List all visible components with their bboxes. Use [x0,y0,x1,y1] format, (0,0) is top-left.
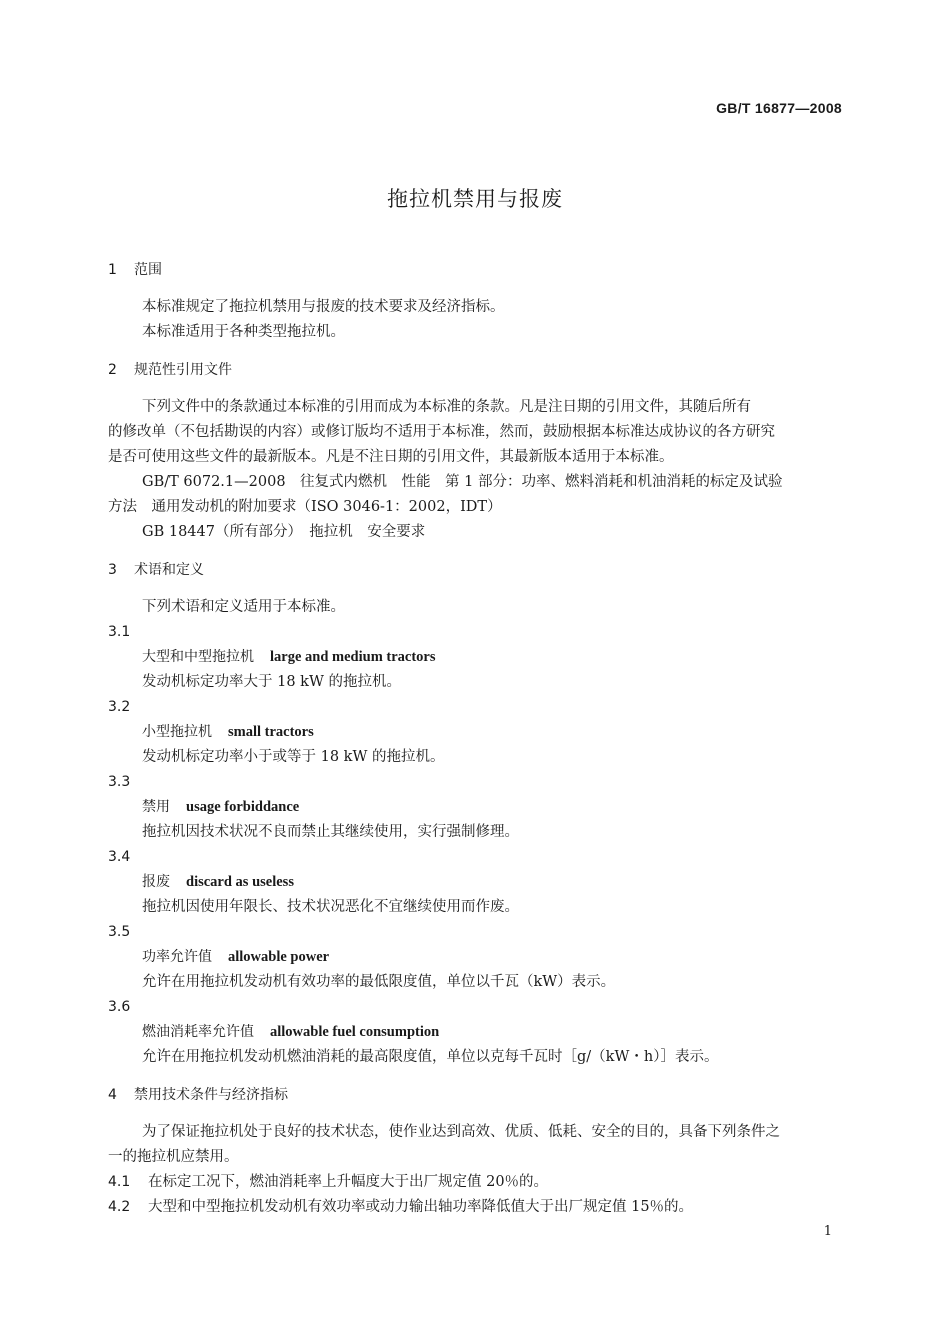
section-title: 规范性引用文件 [134,362,232,378]
term-number: 3.6 [108,999,131,1015]
reference-line: 方法 通用发动机的附加要求（ISO 3046-1：2002，IDT） [108,499,502,515]
section-heading [108,560,204,580]
term-definition: 允许在用拖拉机发动机燃油消耗的最高限度值，单位以克每千瓦时［g/（kW・h）］表示。 [142,1049,719,1065]
term-zh: 小型拖拉机 [142,724,212,740]
paragraph-line: 下列术语和定义适用于本标准。 [142,599,345,615]
reference-line: GB 18447（所有部分） 拖拉机 安全要求 [142,524,426,540]
paragraph-line: 一的拖拉机应禁用。 [108,1149,239,1165]
term-en: allowable fuel consumption [270,1024,440,1040]
term-definition: 拖拉机因使用年限长、技术状况恶化不宜继续使用而作废。 [142,899,519,915]
section-heading [108,360,232,380]
term-definition: 允许在用拖拉机发动机有效功率的最低限度值，单位以千瓦（kW）表示。 [142,974,616,990]
section-number: 4 [108,1087,117,1103]
page-number: 1 [823,1224,832,1239]
paragraph-line: 本标准适用于各种类型拖拉机。 [142,324,345,340]
section-number: 1 [108,262,117,278]
paragraph-line: 的修改单（不包括勘误的内容）或修订版均不适用于本标准，然而，鼓励根据本标准达成协议的各方研究 [108,424,775,440]
term-definition: 发动机标定功率小于或等于 18 kW 的拖拉机。 [142,749,445,765]
standard-number: GB/T 16877—2008 [716,100,842,116]
term-definition: 发动机标定功率大于 18 kW 的拖拉机。 [142,674,401,690]
document-title: 拖拉机禁用与报废 [387,187,563,211]
clause-number: 4.2 [108,1199,131,1215]
term-en: small tractors [228,724,314,740]
section-title: 范围 [134,262,162,278]
reference-line: GB/T 6072.1—2008 往复式内燃机 性能 第 1 部分：功率、燃料消耗和机油消耗的标定及试验 [142,474,783,490]
section-heading [108,260,162,280]
term-heading [142,947,329,967]
term-zh: 大型和中型拖拉机 [142,649,254,665]
clause-number: 4.1 [108,1174,131,1190]
clause-item [108,1197,693,1217]
term-definition: 拖拉机因技术状况不良而禁止其继续使用，实行强制修理。 [142,824,519,840]
clause-item [108,1172,548,1192]
term-heading [142,797,299,817]
section-heading [108,1085,288,1105]
paragraph-line: 是否可使用这些文件的最新版本。凡是不注日期的引用文件，其最新版本适用于本标准。 [108,449,674,465]
section-number: 2 [108,362,117,378]
section-title: 禁用技术条件与经济指标 [134,1087,288,1103]
term-number: 3.2 [108,699,131,715]
term-zh: 燃油消耗率允许值 [142,1024,254,1040]
term-zh: 报废 [142,874,170,890]
term-number: 3.5 [108,924,131,940]
term-zh: 功率允许值 [142,949,212,965]
term-heading [142,1022,439,1042]
term-heading [142,722,314,742]
term-en: large and medium tractors [270,649,436,665]
term-en: usage forbiddance [186,799,300,815]
term-en: allowable power [228,949,330,965]
term-heading [142,647,436,667]
term-number: 3.3 [108,774,131,790]
term-heading [142,872,294,892]
section-number: 3 [108,562,117,578]
term-number: 3.1 [108,624,131,640]
term-en: discard as useless [186,874,294,890]
paragraph-line: 本标准规定了拖拉机禁用与报废的技术要求及经济指标。 [142,299,505,315]
paragraph-line: 为了保证拖拉机处于良好的技术状态，使作业达到高效、优质、低耗、安全的目的，具备下列条件之 [142,1124,780,1140]
clause-text: 在标定工况下，燃油消耗率上升幅度大于出厂规定值 20％的。 [148,1174,549,1190]
term-number: 3.4 [108,849,131,865]
section-title: 术语和定义 [134,562,204,578]
term-zh: 禁用 [142,799,170,815]
clause-text: 大型和中型拖拉机发动机有效功率或动力输出轴功率降低值大于出厂规定值 15％的。 [148,1199,694,1215]
paragraph-line: 下列文件中的条款通过本标准的引用而成为本标准的条款。凡是注日期的引用文件，其随后所有 [142,399,751,415]
